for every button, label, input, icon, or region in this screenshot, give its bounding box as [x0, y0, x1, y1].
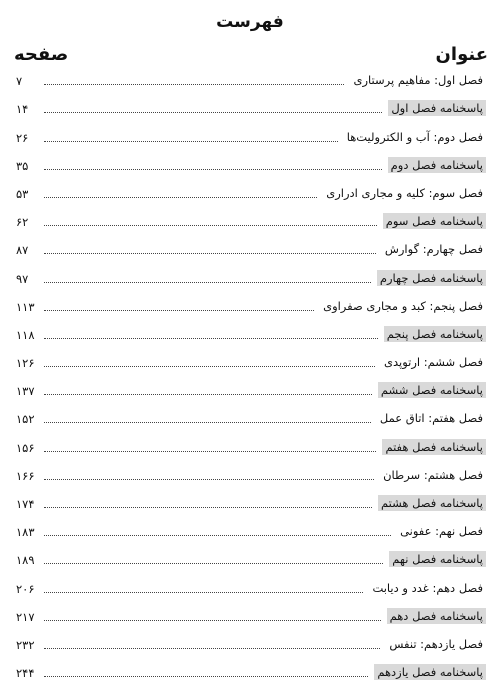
toc-page-number: ۲۶ [16, 130, 29, 145]
toc-entry-title: فصل چهارم: گوارش [384, 242, 483, 257]
toc-page-number: ۱۳۷ [16, 384, 35, 399]
topic-column-header: عنوان [435, 44, 488, 65]
toc-page-number: ۱۷۴ [16, 497, 35, 511]
toc-entry-title: پاسخنامه فصل سوم [383, 213, 486, 229]
toc-entry-title: پاسخنامه فصل هفتم [382, 439, 486, 455]
dot-leader [44, 676, 368, 677]
toc-page-number: ۷ [16, 74, 23, 89]
toc-page-number: ۱۵۲ [16, 412, 35, 427]
toc-chapter-row[interactable] [0, 573, 500, 601]
toc-entry-title: پاسخنامه فصل دوم [388, 157, 486, 173]
dot-leader [44, 535, 391, 536]
dot-leader [44, 338, 378, 339]
toc-page-number: ۲۰۶ [16, 581, 35, 596]
dot-leader [44, 507, 372, 508]
toc-entry-title: پاسخنامه فصل دهم [387, 608, 486, 624]
toc-answer-row[interactable] [0, 94, 500, 122]
dot-leader [44, 84, 344, 85]
dot-leader [44, 394, 372, 395]
dot-leader [44, 422, 371, 423]
dot-leader [44, 451, 376, 452]
toc-page-number: ۱۲۶ [16, 356, 35, 371]
toc-entry-title: پاسخنامه فصل هشتم [378, 495, 486, 511]
dot-leader [44, 197, 317, 198]
toc-entry-title: فصل پنجم: کبد و مجاری صفراوی [323, 298, 483, 313]
page-column-header: صفحه [14, 44, 69, 65]
dot-leader [44, 479, 374, 480]
toc-entry-title: فصل دهم: غدد و دیابت [372, 580, 483, 595]
dot-leader [44, 310, 314, 311]
toc-page-number: ۱۸۳ [16, 525, 35, 540]
dot-leader [44, 141, 338, 142]
toc-entry-title: فصل اول: مفاهیم پرستاری [353, 73, 483, 88]
toc-chapter-row[interactable] [0, 348, 500, 376]
toc-entry-title: فصل یازدهم: تنفس [389, 636, 483, 651]
toc-page-number: ۶۲ [16, 215, 29, 230]
toc-entry-title: فصل هشتم: سرطان [383, 467, 483, 482]
toc-answer-row[interactable] [0, 320, 500, 348]
toc-entry-title: فصل سوم: کلیه و مجاری ادراری [326, 185, 483, 200]
toc-entry-title: فصل دوم: آب و الکترولیت‌ها [346, 129, 483, 144]
toc-page-number: ۳۵ [16, 158, 29, 173]
toc-answer-row[interactable] [0, 263, 500, 291]
toc-page-number: ۱۵۶ [16, 440, 35, 455]
toc-list [0, 66, 500, 686]
toc-entry-title: فصل نهم: عفونی [400, 524, 483, 539]
dot-leader [44, 169, 382, 170]
toc-page-number: ۵۳ [16, 186, 29, 201]
toc-page-number: ۱۱۳ [16, 299, 35, 314]
toc-chapter-row[interactable] [0, 630, 500, 658]
dot-leader [44, 112, 382, 113]
toc-page-number: ۱۴ [16, 102, 29, 117]
dot-leader [44, 253, 376, 254]
toc-page-number: ۲۴۴ [16, 666, 35, 681]
toc-answer-row[interactable] [0, 602, 500, 630]
toc-answer-row[interactable] [0, 151, 500, 179]
dot-leader [44, 592, 363, 593]
toc-chapter-row[interactable] [0, 404, 500, 432]
toc-chapter-row[interactable] [0, 292, 500, 320]
dot-leader [44, 563, 383, 564]
toc-entry-title: فصل ششم: ارتوپدی [383, 355, 483, 370]
toc-answer-row[interactable] [0, 376, 500, 404]
toc-answer-row[interactable] [0, 489, 500, 517]
toc-entry-title: فصل هفتم: اتاق عمل [379, 411, 483, 426]
toc-answer-row[interactable] [0, 207, 500, 235]
page-title: فهرست [216, 12, 284, 32]
toc-chapter-row[interactable] [0, 235, 500, 263]
toc-answer-row[interactable] [0, 545, 500, 573]
toc-page-number: ۱۱۸ [16, 327, 35, 342]
toc-entry-title: پاسخنامه فصل یازدهم [374, 664, 486, 680]
toc-entry-title: پاسخنامه فصل نهم [389, 551, 486, 567]
toc-page-number: ۲۳۲ [16, 637, 35, 652]
dot-leader [44, 282, 371, 283]
toc-page-number: ۱۸۹ [16, 553, 35, 568]
dot-leader [44, 648, 380, 649]
toc-entry-title: پاسخنامه فصل چهارم [377, 270, 486, 286]
toc-chapter-row[interactable] [0, 461, 500, 489]
toc-page-number: ۱۶۶ [16, 468, 35, 483]
dot-leader [44, 225, 377, 226]
dot-leader [44, 366, 375, 367]
toc-answer-row[interactable] [0, 658, 500, 686]
toc-page-number: ۹۷ [16, 271, 29, 286]
toc-entry-title: پاسخنامه فصل ششم [378, 382, 486, 398]
dot-leader [44, 620, 381, 621]
toc-entry-title: پاسخنامه فصل پنجم [384, 326, 486, 342]
toc-chapter-row[interactable] [0, 66, 500, 94]
toc-page-number: ۸۷ [16, 243, 29, 258]
toc-answer-row[interactable] [0, 432, 500, 460]
toc-chapter-row[interactable] [0, 517, 500, 545]
toc-page-number: ۲۱۷ [16, 609, 35, 624]
toc-entry-title: پاسخنامه فصل اول [388, 100, 486, 116]
toc-chapter-row[interactable] [0, 179, 500, 207]
toc-chapter-row[interactable] [0, 122, 500, 150]
